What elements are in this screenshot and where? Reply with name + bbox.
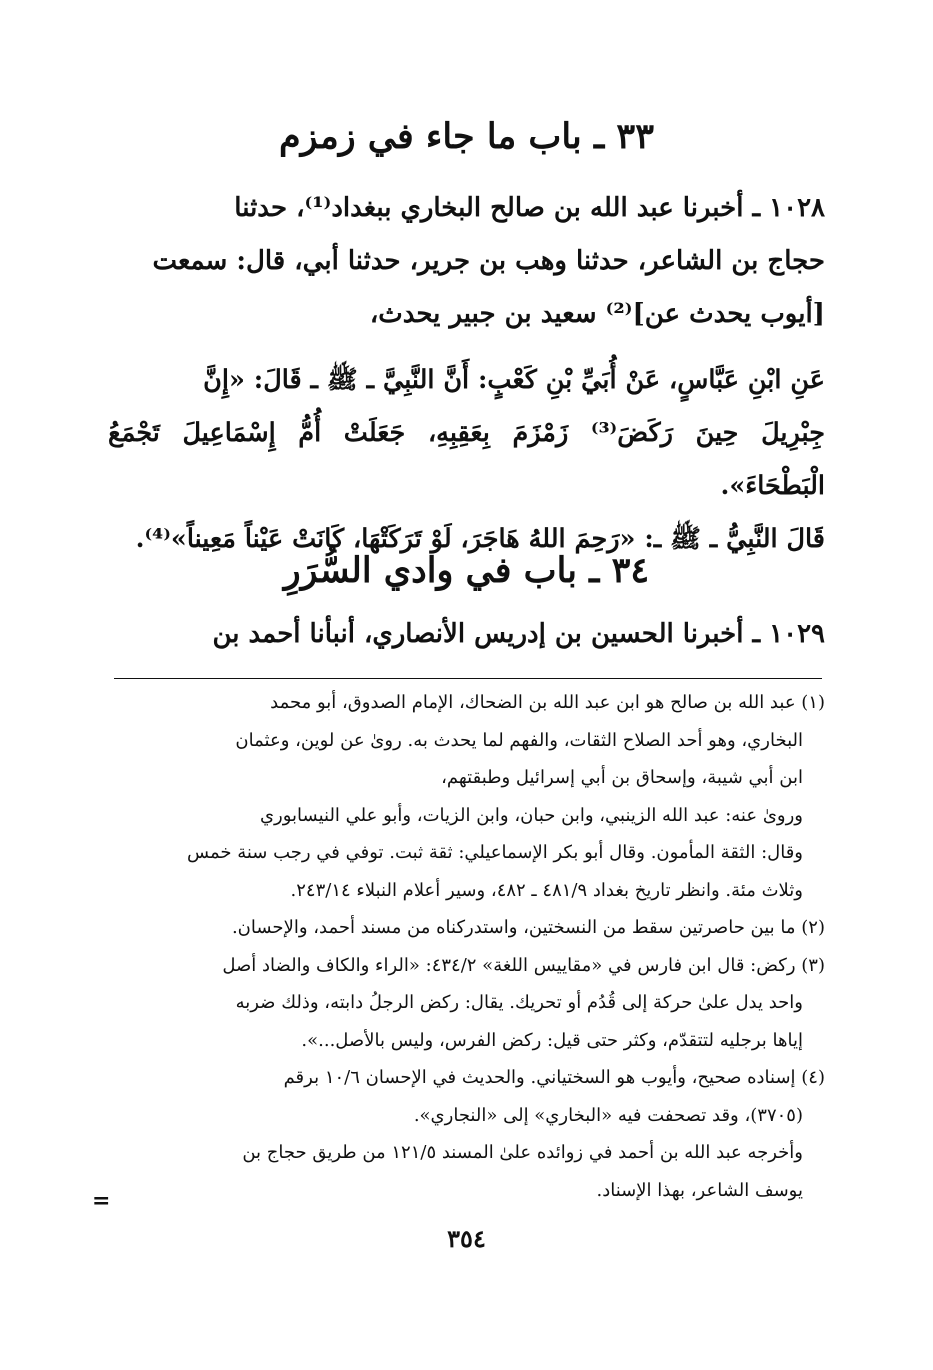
matn-line-2: جِبْرِيلَ حِينَ رَكَضَ⁽³⁾ زَمْزَمَ بِعَقِبِهِ، جَعَلَتْ أُمُّ إِسْمَاعِيلَ تَجْمَعُ الْبَطْحَاءَ». [108, 418, 825, 501]
footnote-1-line-6: وثلاث مئة. وانظر تاريخ بغداد ٤٨١/٩ ـ ٤٨٢، وسير أعلام النبلاء ٢٤٣/١٤. [290, 879, 803, 901]
footnote-3-line-2: واحد يدل علىٰ حركة إلى قُدُم أو تحريك. يقال: ركض الرجلُ دابته، وذلك ضربه [235, 992, 803, 1013]
isnad-line-3: [أيوب يحدث عن]⁽²⁾ سعيد بن جبير يحدث، [369, 299, 825, 329]
isnad-line-1: ١٠٢٨ ـ أخبرنا عبد الله بن صالح البخاري ببغداد⁽¹⁾، حدثنا [234, 193, 825, 223]
page-number: ٣٥٤ [447, 1224, 486, 1253]
footnote-1-line-1: (١) عبد الله بن صالح هو ابن عبد الله بن الضحاك، الإمام الصدوق، أبو محمد [270, 692, 825, 713]
footnote-3-line-3: إياها برجليه لتتقدّم، وكثر حتى قيل: ركض الفرس، وليس بالأصل...». [301, 1029, 803, 1051]
footnote-separator [114, 678, 822, 679]
footnote-4-line-4: يوسف الشاعر، بهذا الإسناد. [596, 1179, 803, 1201]
footnote-4-line-1: (٤) إسناده صحيح، وأيوب هو السختياني. والحديث في الإحسان ١٠/٦ برقم [283, 1067, 825, 1088]
isnad-line-2: حجاج بن الشاعر، حدثنا وهب بن جرير، حدثنا أبي، قال: سمعت [152, 246, 825, 276]
footnote-1-line-2: البخاري، وهو أحد الصلاح الثقات، والفهم لما يحدث به. روىٰ عن لوين، وعثمان [235, 729, 803, 751]
footnote-1-line-4: وروىٰ عنه: عبد الله الزينبي، وابن حبان، وابن الزيات، وأبو علي النيسابوري [259, 804, 803, 826]
footnote-4-line-2: (٣٧٠٥)، وقد تصحفت فيه «البخاري» إلى «النجاري». [413, 1104, 803, 1126]
hadith-1029-isnad [108, 608, 825, 661]
chapter-heading-33: ٣٣ ـ باب ما جاء في زمزم [278, 116, 655, 157]
chapter-heading-34: ٣٤ ـ باب في وادي السُّرَرِ [283, 550, 650, 591]
isnad-line-1: ١٠٢٩ ـ أخبرنا الحسين بن إدريس الأنصاري، أنبأنا أحمد بن [212, 619, 825, 649]
footnote-2: (٢) ما بين حاصرتين سقط من النسختين، واستدركناه من مسند أحمد، والإحسان. [231, 917, 825, 938]
footnotes [112, 684, 833, 1209]
footnote-1-line-3: ابن أبي شيبة، وإسحاق بن أبي إسرائيل وطبقتهم، [441, 767, 803, 788]
matn-line-1: عَنِ ابْنِ عَبَّاسٍ، عَنْ أُبَيِّ بْنِ كَعْبٍ: أَنَّ النَّبِيَّ ـ ﷺ ـ قَالَ: «إِنَّ [203, 365, 825, 395]
matn-line-3: قَالَ النَّبِيُّ ـ ﷺ ـ: «رَحِمَ اللهُ هَاجَرَ، لَوْ تَرَكَتْهَا، كَانَتْ عَيْناً مَعِيناً»⁽⁴⁾. [135, 524, 825, 554]
footnote-4-line-3: وأخرجه عبد الله بن أحمد في زوائده علىٰ المسند ١٢١/٥ من طريق حجاج بن [242, 1142, 803, 1163]
footnote-3-line-1: (٣) ركض: قال ابن فارس في «مقاييس اللغة» ٤٣٤/٢: «الراء والكاف والضاد أصل [222, 954, 825, 976]
footnote-1-line-5: وقال: الثقة المأمون. وقال أبو بكر الإسماعيلي: ثقة ثبت. توفي في رجب سنة خمس [187, 842, 803, 863]
hadith-1028-isnad [108, 182, 825, 341]
hadith-1028-matn [108, 354, 825, 566]
continuation-mark: = [92, 1188, 111, 1214]
